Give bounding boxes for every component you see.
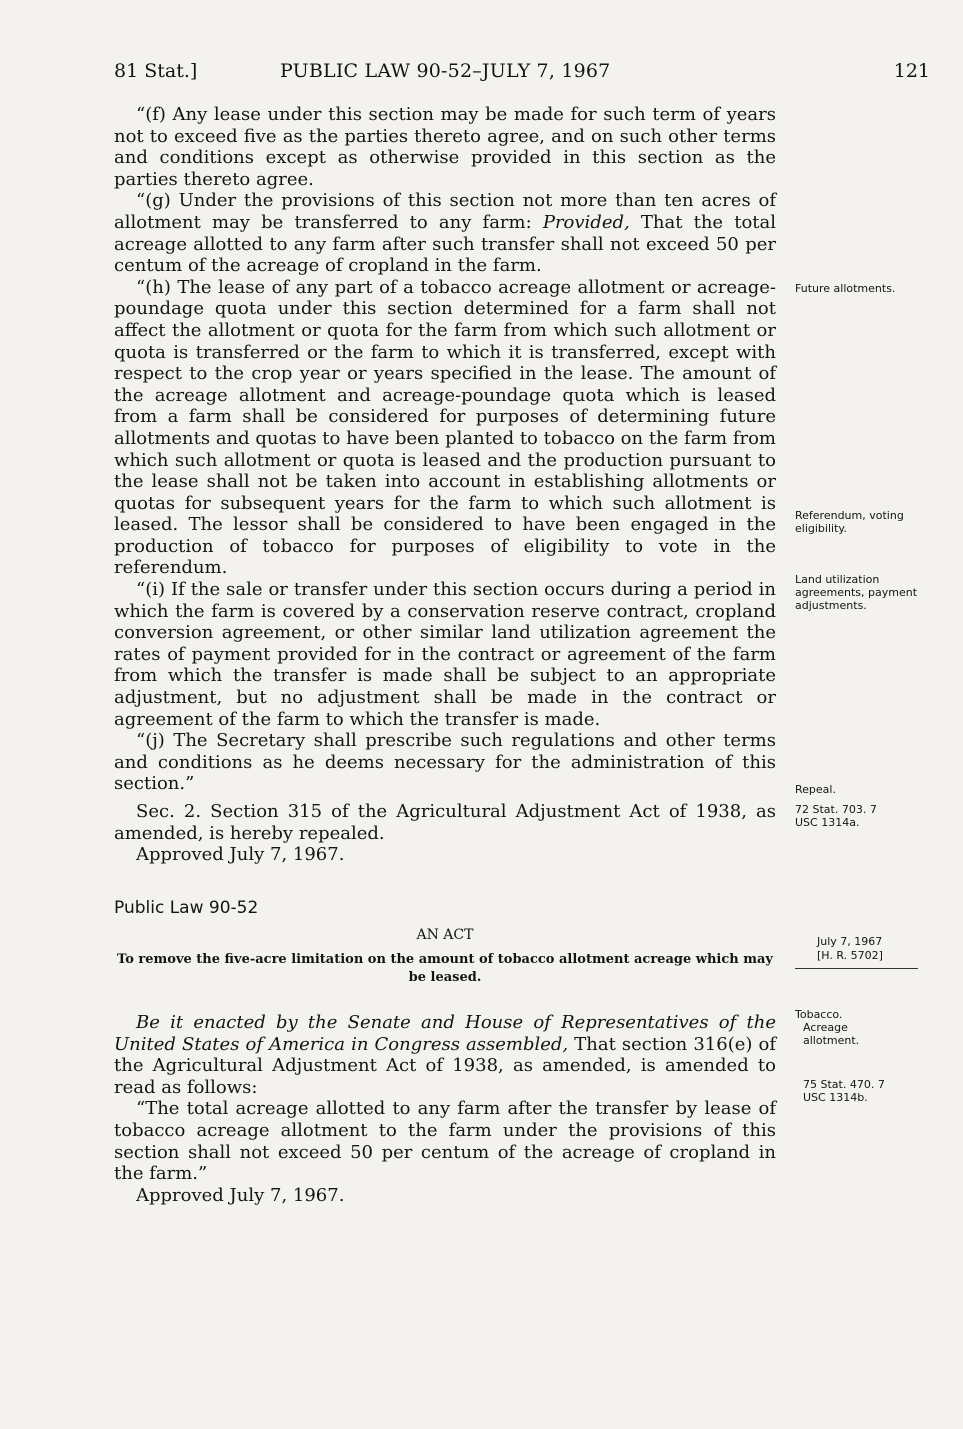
subsection-g-text: “(g) Under the provisions of this section not more than ten acres of allotment may be transferred to any farm:: [114, 190, 776, 233]
enacting-clause: [114, 1012, 776, 1098]
volume-reference: 81 Stat.]: [114, 60, 198, 82]
subsection-h: “(h) The lease of any part of a tobacco acreage allotment or acreage-poundage quota under this section determined for a farm shall not affect the allotment or quota for the farm from which such allotment or quota is transferred or the farm to which it is transferred, except with respect to the crop year or years specified in the lease. The amount of the acreage allotment and acreage-poundage quota which is leased from a farm shall be considered for purposes of determining future allotments and quotas to have been planted to tobacco on the farm from which such allotment or quota is leased and the production pursuant to the lease shall not be taken into account in establishing allotments or quotas for subsequent years for the farm to which such allotment is leased. The lessor shall be considered to have been engaged in the production of tobacco for purposes of eligibility to vote in the referendum.: [114, 276, 776, 579]
date-rule: [795, 968, 918, 969]
statute-body: [114, 104, 776, 866]
margin-note-future-allotments: Future allotments.: [795, 282, 896, 295]
public-law-label: Public Law 90-52: [114, 898, 259, 918]
page-header: [114, 60, 930, 90]
margin-note-land-utilization: Land utilization agreements, payment adjustments.: [795, 573, 918, 612]
enactment-date-note: [817, 935, 883, 963]
provided-term: Provided,: [542, 211, 630, 233]
margin-note-repeal: Repeal.: [795, 783, 836, 796]
enactment-date: July 7, 1967: [817, 935, 883, 948]
public-law-body: [114, 1012, 776, 1206]
enacting-text: That section 316(e) of the Agricultural Adjustment Act of 1938, as amended, is amended to read as follows:: [114, 1033, 776, 1098]
subsection-g-proviso: That the total acreage allotted to any farm after such transfer shall not exceed 50 per centum of the acreage of cropland in the farm.: [114, 211, 777, 277]
margin-note-acreage-allotment: Acreage allotment.: [803, 1021, 860, 1047]
section-2: Sec. 2. Section 315 of the Agricultural Adjustment Act of 1938, as amended, is hereby repealed.: [114, 801, 776, 844]
enacting-formula: Be it enacted by the Senate and House of Representatives of the United States of America in Congress assembled,: [114, 1012, 776, 1055]
margin-note-tobacco: Tobacco.: [795, 1008, 843, 1021]
subsection-g: [114, 190, 776, 276]
bill-number: [H. R. 5702]: [817, 949, 883, 962]
margin-note-repeal-citation: 72 Stat. 703. 7 USC 1314a.: [795, 803, 877, 829]
act-title: AN ACT: [416, 927, 474, 943]
amended-text: “The total acreage allotted to any farm after the transfer by lease of tobacco acreage allotment to the farm under the provisions of this section shall not exceed 50 per centum of the acreage of cropland in the farm.”: [114, 1098, 776, 1185]
margin-note-tobacco-citation: 75 Stat. 470. 7 USC 1314b.: [803, 1078, 885, 1104]
act-description: To remove the five-acre limitation on the amount of tobacco allotment acreage which may be leased.: [117, 952, 773, 985]
subsection-f: “(f) Any lease under this section may be made for such term of years not to exceed five as the parties thereto agree, and on such other terms and conditions except as otherwise provided in this section as the parties thereto agree.: [114, 104, 776, 190]
running-title: PUBLIC LAW 90-52–JULY 7, 1967: [280, 60, 611, 82]
approval-date-2: Approved July 7, 1967.: [136, 1184, 345, 1206]
page-number: 121: [893, 60, 930, 82]
approval-date: Approved July 7, 1967.: [136, 844, 345, 866]
subsection-j: “(j) The Secretary shall prescribe such regulations and other terms and conditions as he deems necessary for the administration of this section.”: [114, 730, 776, 795]
subsection-i: “(i) If the sale or transfer under this section occurs during a period in which the farm is covered by a conservation reserve contract, cropland conversion agreement, or other similar land utilization agreement the rates of payment provided for in the contract or agreement of the farm from which the transfer is made shall be subject to an appropriate adjustment, but no adjustment shall be made in the contract or agreement of the farm to which the transfer is made.: [114, 579, 776, 730]
margin-note-referendum: Referendum, voting eligibility.: [795, 509, 904, 535]
